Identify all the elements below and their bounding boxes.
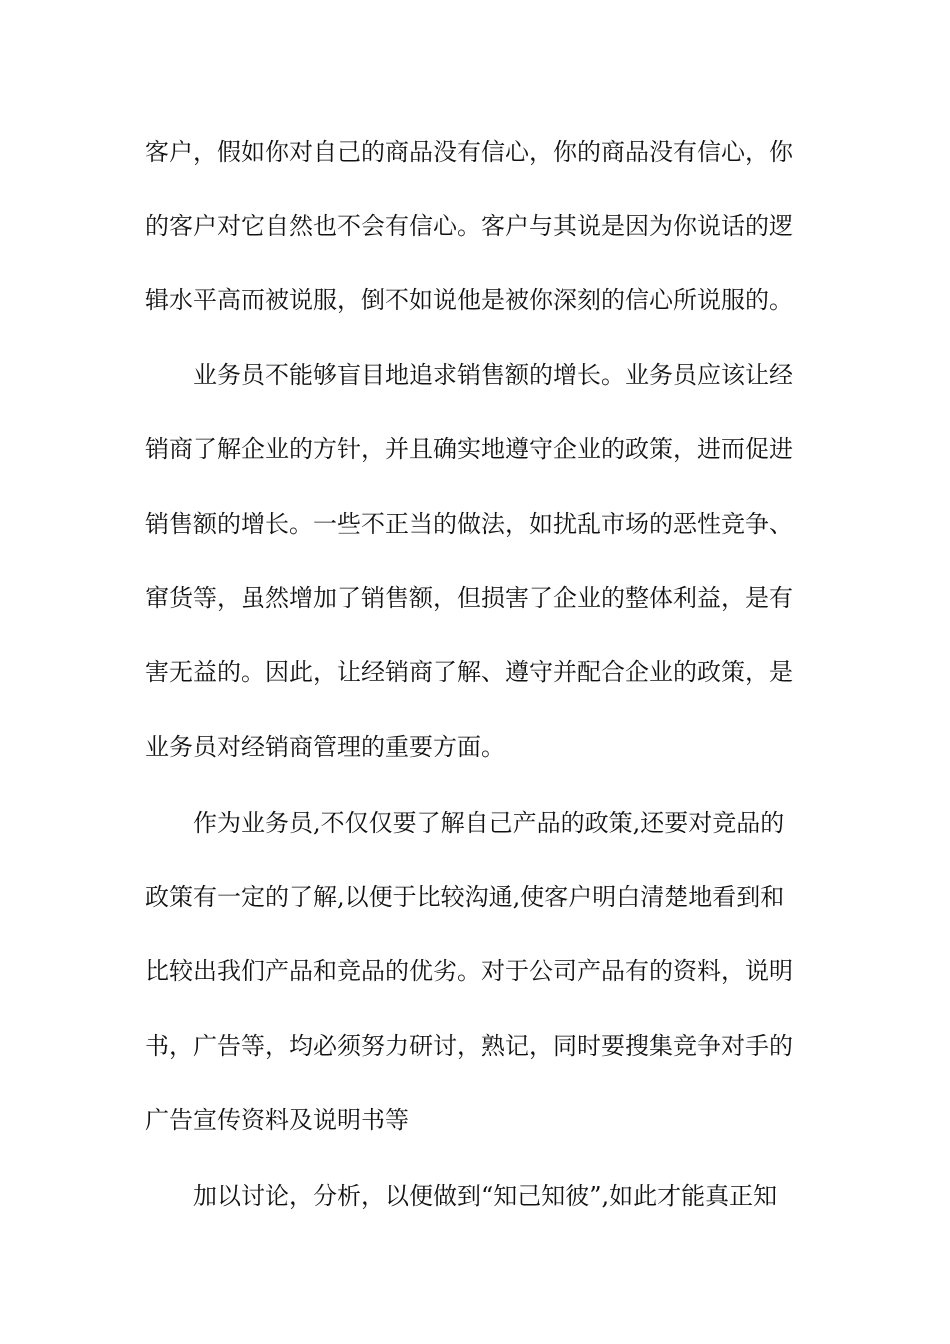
- text-line: 广告宣传资料及说明书等: [145, 1106, 409, 1134]
- text-line: 销商了解企业的方针，并且确实地遵守企业的政策，进而促进: [145, 435, 793, 463]
- text-line: 政策有一定的了解,以便于比较沟通,使客户明白清楚地看到和: [145, 883, 785, 911]
- text-line: 销售额的增长。一些不正当的做法，如扰乱市场的恶性竞争、: [145, 510, 793, 538]
- text-line: 业务员对经销商管理的重要方面。: [145, 733, 505, 761]
- text-line: 的客户对它自然也不会有信心。客户与其说是因为你说话的逻: [145, 212, 793, 240]
- text-line: 作为业务员,不仅仅要了解自己产品的政策,还要对竞品的: [193, 809, 785, 837]
- text-line: 害无益的。因此，让经销商了解、遵守并配合企业的政策，是: [145, 658, 793, 686]
- text-line: 客户，假如你对自己的商品没有信心，你的商品没有信心，你: [145, 138, 793, 166]
- text-line: 辑水平高而被说服，倒不如说他是被你深刻的信心所说服的。: [145, 286, 793, 314]
- text-line: 书，广告等，均必须努力研讨，熟记，同时要搜集竞争对手的: [145, 1032, 793, 1060]
- text-line: 加以讨论，分析，以便做到“知己知彼”,如此才能真正知: [193, 1182, 778, 1210]
- text-line: 窜货等，虽然增加了销售额，但损害了企业的整体利益，是有: [145, 584, 793, 612]
- text-line: 比较出我们产品和竞品的优劣。对于公司产品有的资料，说明: [145, 957, 793, 985]
- text-line: 业务员不能够盲目地追求销售额的增长。业务员应该让经: [193, 361, 793, 389]
